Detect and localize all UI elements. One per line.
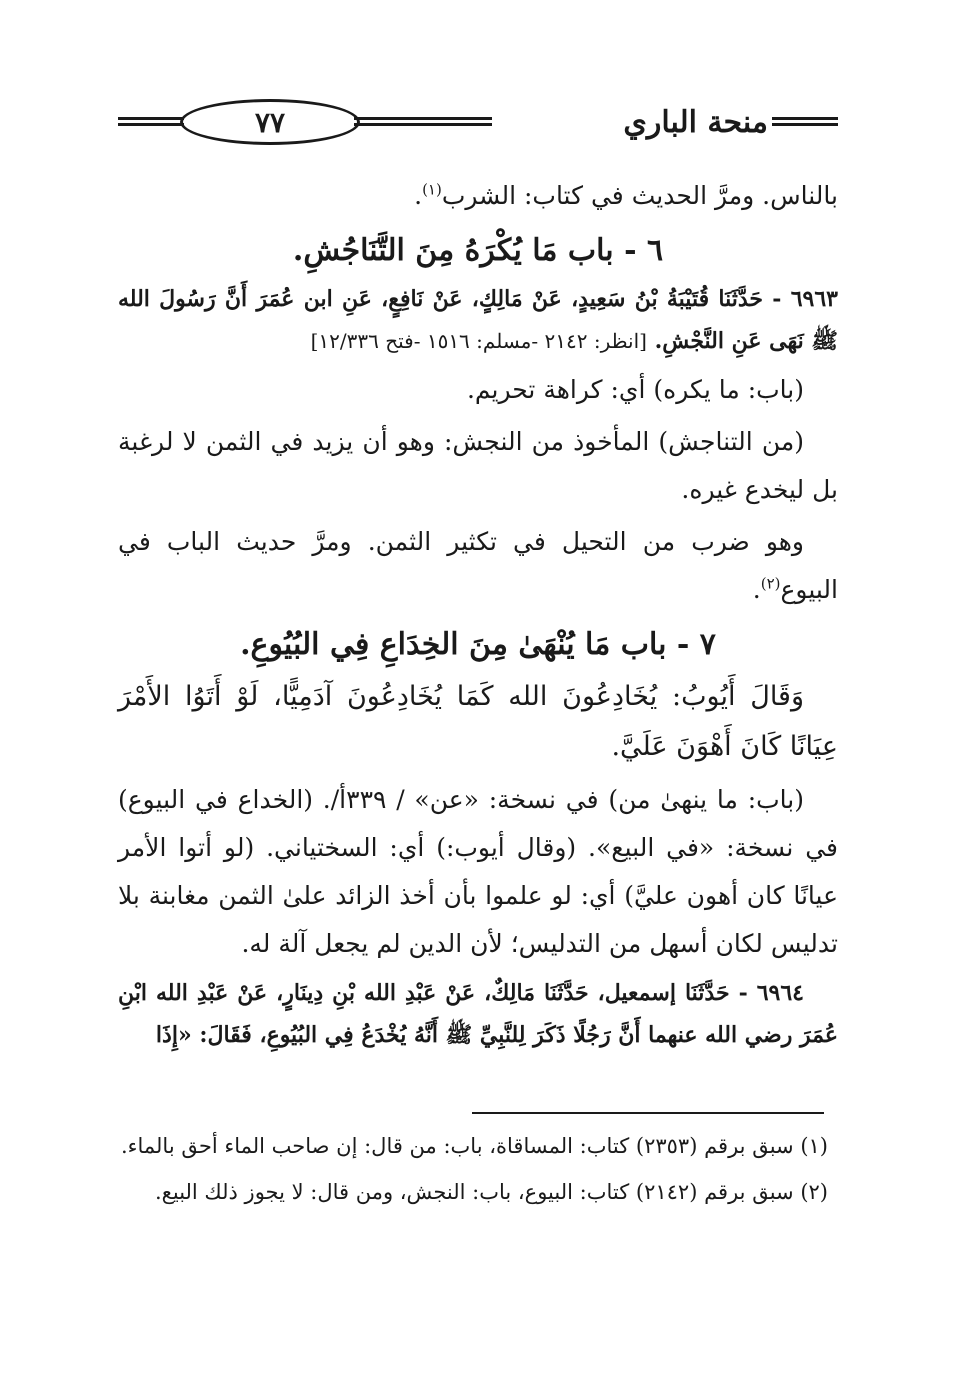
paragraph-text: بالناس. ومرَّ الحديث في كتاب: الشرب (441, 181, 838, 210)
paragraph-continuation (118, 172, 838, 220)
page-number (180, 99, 360, 145)
footnote-separator (472, 1112, 824, 1114)
header-rule-middle (354, 117, 492, 131)
header-rule-right (772, 117, 838, 131)
hadith-6964: ٦٩٦٤ - حَدَّثَنَا إسمعيل، حَدَّثَنَا مَالِكٌ، عَنْ عَبْدِ الله بْنِ دِينَارٍ، عَنْ عَبْدِ الله ابْنِ عُمَرَ رضي الله عنهما أَنَّ رَجُلًا ذَكَرَ لِلنَّبِيِّ ﷺ أَنَّهُ يُخْدَعُ فِي البُيُوعِ، فَقَالَ: «إِذَا (118, 980, 838, 1048)
hadith-text: ٦٩٦٣ - حَدَّثَنَا قُتَيْبَةُ بْنُ سَعِيدٍ، عَنْ مَالِكٍ، عَنْ نَافِعٍ، عَنِ ابن عُمَرَ أَنَّ رَسُولَ الله ﷺ نَهَى عَنِ النَّجْشِ. (118, 286, 838, 354)
commentary-2: (من التناجش) المأخوذ من النجش: وهو أن يزيد في الثمن لا لرغبة بل ليخدع غيره. (118, 427, 838, 504)
paragraph-end: . (414, 181, 423, 210)
hadith-reference: [انظر: ٢١٤٢ -مسلم: ١٥١٦ -فتح ١٢/٣٣٦] (310, 329, 647, 353)
commentary-4: (باب: ما ينهىٰ من) في نسخة: «عن» / ٣٣٩أ/. (الخداع في البيوع) في نسخة: «في البيع». (وقال أيوب:) أي: السختياني. (لو أتوا الأمر عيانًا كان أهون عليَّ) أي: لو علموا بأن أخذ الزائد علىٰ الثمن مغابنة بلا تدليس لكان أسهل من التدليس؛ لأن الدين لم يجعل آلة له. (118, 785, 838, 958)
footnote-1: (١) سبق برقم (٢٣٥٣) كتاب: المساقاة، باب: من قال: إن صاحب الماء أحق بالماء. (120, 1134, 828, 1158)
page-number-text: ٧٧ (254, 105, 286, 139)
hadith-6963 (118, 278, 838, 362)
commentary-end: . (752, 575, 761, 604)
commentary-1: (باب: ما يكره) أي: كراهة تحريم. (466, 375, 804, 404)
main-text (118, 172, 838, 1060)
footnote-2: (٢) سبق برقم (٢١٤٢) كتاب: البيوع، باب: النجش، ومن قال: لا يجوز ذلك البيع. (155, 1180, 828, 1204)
footnotes (118, 1126, 828, 1218)
footnote-marker-1: (١) (422, 180, 442, 199)
chapter-heading-7: ٧ - باب مَا يُنْهَىٰ مِنَ الخِدَاعِ فِي البُيُوعِ. (240, 627, 716, 662)
page-header (118, 95, 838, 151)
chapter-heading-6: ٦ - باب مَا يُكْرَهُ مِنَ التَّنَاجُشِ. (292, 233, 664, 268)
header-rule-left (118, 117, 184, 131)
ayyub-quote: وَقَالَ أَيُوبُ: يُخَادِعُونَ الله كَمَا يُخَادِعُونَ آدَمِيًّا، لَوْ أَتَوُا الأَمْرَ عِيَانًا كَانَ أَهْوَنَ عَلَيَّ. (118, 681, 838, 762)
footnote-marker-2: (٢) (760, 574, 781, 593)
book-title: منحة الباري (623, 105, 768, 140)
commentary-3 (118, 518, 838, 614)
commentary-text: وهو ضرب من التحيل في تكثير الثمن. ومرَّ حديث الباب في البيوع (118, 527, 838, 604)
